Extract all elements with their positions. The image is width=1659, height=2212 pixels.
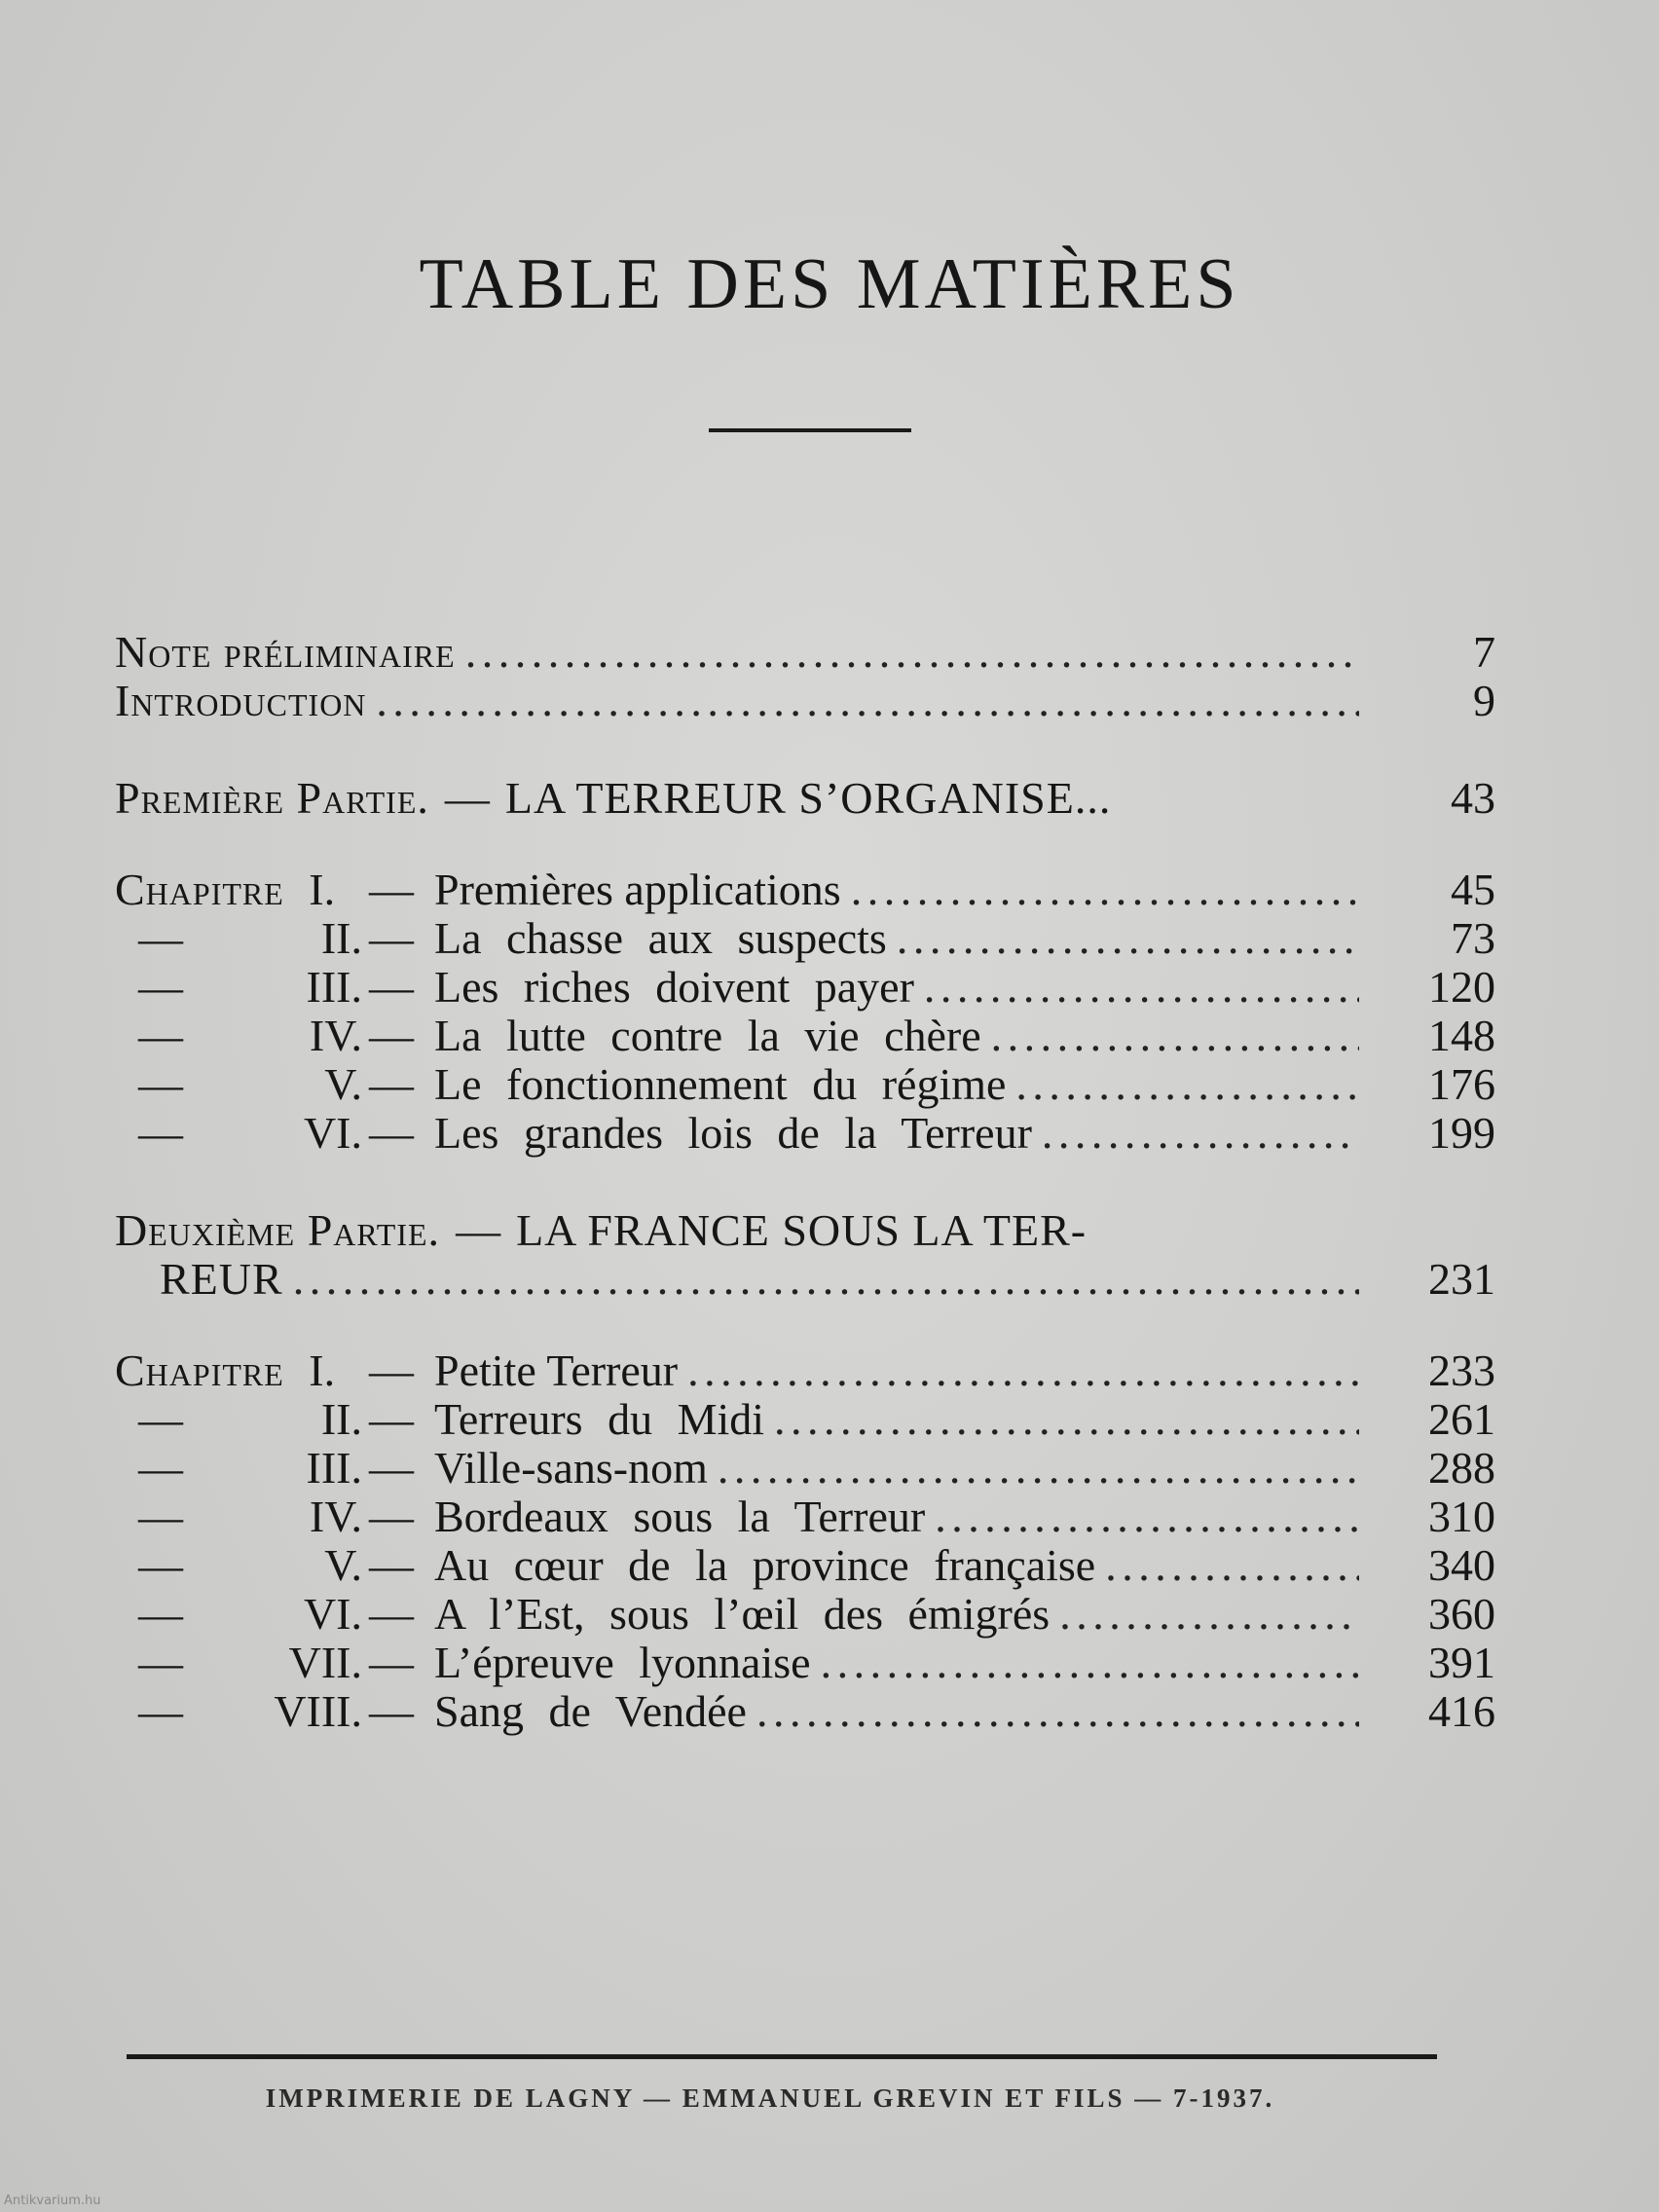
chapter-number (115, 963, 362, 1012)
leader-dots (465, 628, 1359, 677)
printer-imprint: IMPRIMERIE DE LAGNY — EMMANUEL GREVIN ET FILS — 7-1937. (265, 2083, 1275, 2113)
chapter-title: Les riches doivent payer (434, 962, 914, 1012)
chapter-title: Petite Terreur (434, 1346, 679, 1395)
ditto-dash: — (138, 962, 183, 1012)
toc-chapter[interactable] (115, 1346, 1495, 1395)
chapter-roman: IV. (309, 1011, 362, 1060)
chapter-roman: I. (309, 865, 336, 914)
table-of-contents (115, 628, 1495, 1736)
toc-chapter[interactable] (115, 963, 1495, 1012)
entry-page: 120 (1428, 962, 1495, 1012)
chapter-title: La chasse aux suspects (434, 913, 887, 963)
part-prefix: Première Partie. (115, 773, 429, 823)
leader-dots (1059, 1590, 1359, 1639)
ditto-dash: — (138, 1686, 183, 1736)
entry-label: Note préliminaire (115, 627, 456, 677)
leader-dots (935, 1493, 1359, 1541)
ditto-dash: — (138, 1443, 183, 1493)
leader-dots (991, 1012, 1359, 1060)
chapter-lead: Chapitre (115, 1346, 284, 1395)
entry-page: 340 (1428, 1540, 1495, 1590)
leader-dots (821, 1639, 1359, 1687)
entry-page: 416 (1428, 1686, 1495, 1736)
entry-page: 9 (1473, 676, 1495, 725)
part-1-chapters (115, 866, 1495, 1158)
chapter-title: Bordeaux sous la Terreur (434, 1492, 926, 1541)
toc-entry-introduction[interactable] (115, 677, 1495, 725)
chapter-separator: — (369, 1492, 414, 1541)
part-2-chapters (115, 1346, 1495, 1736)
part-dash: — (456, 1205, 501, 1255)
chapter-number (115, 1012, 362, 1060)
chapter-number (115, 1541, 362, 1590)
chapter-separator: — (369, 1011, 414, 1060)
part-title: LA FRANCE SOUS LA TER- (516, 1205, 1088, 1255)
entry-page: 231 (1428, 1254, 1495, 1304)
chapter-roman: VIII. (274, 1686, 362, 1736)
ditto-dash: — (138, 1492, 183, 1541)
chapter-roman: II. (320, 1394, 362, 1444)
entry-page: 45 (1451, 865, 1495, 914)
chapter-separator: — (369, 962, 414, 1012)
entry-page: 148 (1428, 1011, 1495, 1060)
chapter-separator: — (369, 1638, 414, 1687)
chapter-roman: IV. (309, 1492, 362, 1541)
toc-chapter[interactable] (115, 1444, 1495, 1493)
chapter-separator: — (369, 1108, 414, 1158)
chapter-title: La lutte contre la vie chère (434, 1011, 981, 1060)
leader-dots (1105, 1541, 1359, 1590)
toc-chapter[interactable] (115, 914, 1495, 963)
chapter-title: Ville-sans-nom (434, 1443, 708, 1493)
ditto-dash: — (138, 1108, 183, 1158)
toc-chapter[interactable] (115, 1060, 1495, 1109)
toc-chapter[interactable] (115, 1541, 1495, 1590)
toc-part-2-line-2[interactable] (115, 1255, 1495, 1304)
chapter-separator: — (369, 1686, 414, 1736)
entry-page: 7 (1473, 627, 1495, 677)
toc-chapter[interactable] (115, 1493, 1495, 1541)
ditto-dash: — (138, 1059, 183, 1109)
chapter-number (115, 866, 362, 914)
ditto-dash: — (138, 1589, 183, 1639)
chapter-separator: — (369, 1059, 414, 1109)
chapter-title: Sang de Vendée (434, 1686, 747, 1736)
entry-page: 176 (1428, 1059, 1495, 1109)
entry-page: 261 (1428, 1394, 1495, 1444)
chapter-number (115, 1395, 362, 1444)
toc-chapter[interactable] (115, 866, 1495, 914)
title-divider (709, 428, 911, 432)
leader-dots (687, 1346, 1359, 1395)
part-prefix: Deuxième Partie. (115, 1205, 441, 1255)
chapter-separator: — (369, 1589, 414, 1639)
chapter-roman: VI. (303, 1108, 362, 1158)
entry-page: 199 (1428, 1108, 1495, 1158)
ditto-dash: — (138, 1394, 183, 1444)
leader-dots (1042, 1109, 1359, 1158)
chapter-title: Au cœur de la province française (434, 1540, 1096, 1590)
chapter-title: Le fonctionnement du régime (434, 1059, 1007, 1109)
entry-label: Introduction (115, 676, 367, 725)
chapter-title: A l’Est, sous l’œil des émigrés (434, 1589, 1051, 1639)
chapter-separator: — (369, 1394, 414, 1444)
chapter-title: L’épreuve lyonnaise (434, 1638, 811, 1687)
part-title: LA TERREUR S’ORGANISE... (504, 773, 1112, 823)
toc-part-2-line-1[interactable] (115, 1206, 1495, 1255)
chapter-number (115, 1687, 362, 1736)
chapter-separator: — (369, 1540, 414, 1590)
part-title-continued: REUR (160, 1254, 283, 1304)
entry-page: 233 (1428, 1346, 1495, 1395)
chapter-separator: — (369, 913, 414, 963)
toc-chapter[interactable] (115, 1109, 1495, 1158)
leader-dots (293, 1255, 1359, 1304)
chapter-number (115, 1590, 362, 1639)
chapter-title: Terreurs du Midi (434, 1394, 765, 1444)
toc-chapter[interactable] (115, 1590, 1495, 1639)
leader-dots (718, 1444, 1359, 1493)
chapter-number (115, 1346, 362, 1395)
leader-dots (1015, 1060, 1359, 1109)
chapter-lead: Chapitre (115, 865, 284, 914)
entry-page: 391 (1428, 1638, 1495, 1687)
page-title: TABLE DES MATIÈRES (419, 244, 1240, 324)
chapter-roman: III. (306, 1443, 362, 1493)
chapter-number (115, 914, 362, 963)
chapter-roman: VI. (303, 1589, 362, 1639)
ditto-dash: — (138, 913, 183, 963)
chapter-title: Premières applications (434, 865, 841, 914)
ditto-dash: — (138, 1540, 183, 1590)
chapter-number (115, 1444, 362, 1493)
chapter-number (115, 1060, 362, 1109)
entry-page: 310 (1428, 1492, 1495, 1541)
toc-chapter[interactable] (115, 1687, 1495, 1736)
chapter-number (115, 1493, 362, 1541)
chapter-title: Les grandes lois de la Terreur (434, 1108, 1032, 1158)
part-dash: — (444, 773, 490, 823)
chapter-number (115, 1639, 362, 1687)
toc-part-1[interactable] (115, 774, 1495, 823)
chapter-roman: V. (324, 1059, 362, 1109)
toc-chapter[interactable] (115, 1639, 1495, 1687)
chapter-roman: II. (320, 913, 362, 963)
chapter-separator: — (369, 865, 414, 914)
leader-dots (376, 677, 1359, 725)
chapter-separator: — (369, 1443, 414, 1493)
entry-page: 43 (1451, 773, 1495, 823)
chapter-number (115, 1109, 362, 1158)
leader-dots (851, 866, 1359, 914)
entry-page: 360 (1428, 1589, 1495, 1639)
watermark: Antikvarium.hu (4, 2194, 101, 2208)
toc-entry-note[interactable] (115, 628, 1495, 677)
chapter-roman: V. (324, 1540, 362, 1590)
leader-dots (924, 963, 1359, 1012)
entry-page: 288 (1428, 1443, 1495, 1493)
footer-divider (127, 2054, 1437, 2059)
leader-dots (774, 1395, 1359, 1444)
chapter-roman: III. (306, 962, 362, 1012)
toc-chapter[interactable] (115, 1012, 1495, 1060)
leader-dots (756, 1687, 1359, 1736)
chapter-roman: I. (309, 1346, 336, 1395)
ditto-dash: — (138, 1011, 183, 1060)
chapter-roman: VII. (288, 1638, 362, 1687)
entry-page: 73 (1451, 913, 1495, 963)
ditto-dash: — (138, 1638, 183, 1687)
toc-chapter[interactable] (115, 1395, 1495, 1444)
leader-dots (897, 914, 1359, 963)
chapter-separator: — (369, 1346, 414, 1395)
